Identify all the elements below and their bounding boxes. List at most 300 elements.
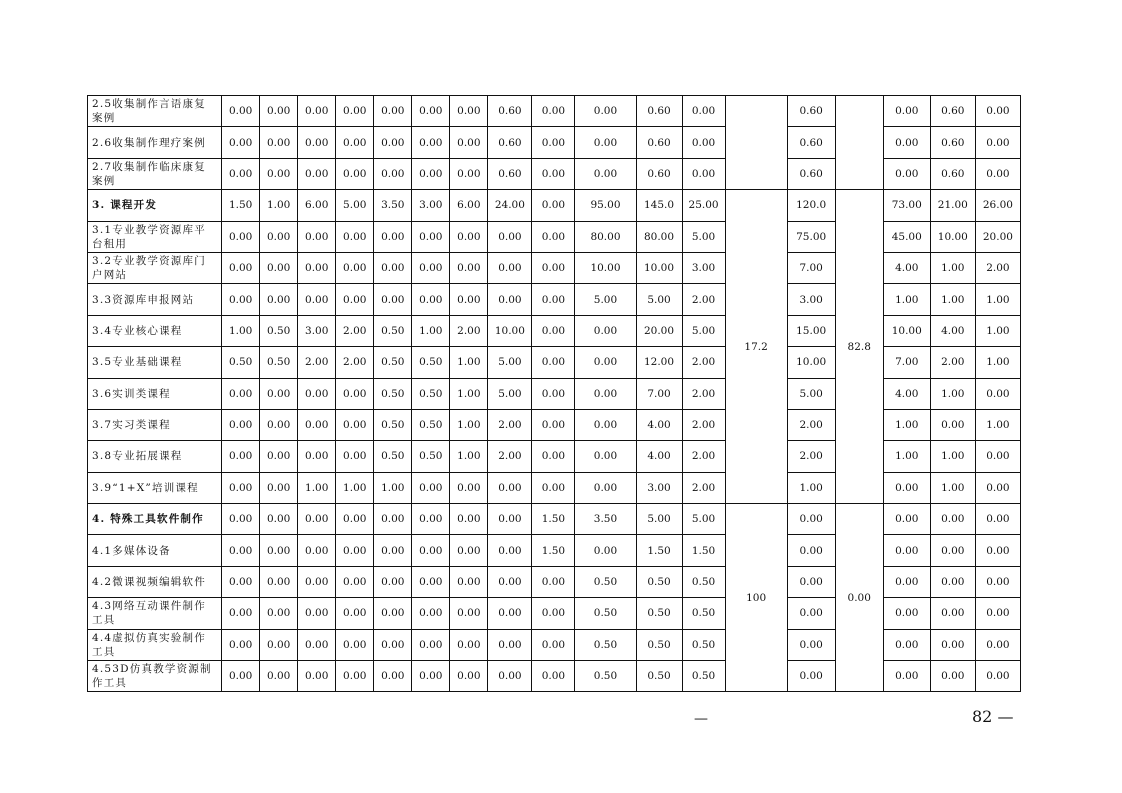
table-cell: 0.00 [336, 441, 374, 472]
page-number: 82 — [972, 707, 1014, 726]
table-cell: 0.00 [883, 472, 930, 503]
table-cell: 0.00 [222, 629, 260, 660]
table-cell: 0.00 [575, 127, 636, 158]
table-cell: 0.00 [260, 221, 298, 252]
table-cell: 0.00 [222, 598, 260, 629]
table-cell: 0.00 [222, 378, 260, 409]
table-cell: 2.00 [488, 409, 532, 440]
row-label: 4.53D仿真教学资源制作工具 [88, 661, 222, 692]
table-cell: 0.00 [298, 409, 336, 440]
table-cell: 0.00 [222, 535, 260, 566]
table-cell: 0.00 [298, 221, 336, 252]
table-cell: 1.00 [412, 315, 450, 346]
table-cell: 0.00 [975, 472, 1020, 503]
table-cell: 3.00 [412, 190, 450, 221]
table-cell: 0.00 [450, 535, 488, 566]
table-cell: 0.00 [260, 661, 298, 692]
table-cell: 1.00 [930, 284, 975, 315]
table-cell: 15.00 [787, 315, 835, 346]
table-cell: 0.00 [260, 441, 298, 472]
table-cell: 0.00 [787, 535, 835, 566]
table-cell: 0.00 [222, 284, 260, 315]
table-cell: 0.00 [532, 566, 575, 597]
table-cell: 0.00 [488, 629, 532, 660]
row-label: 3.5专业基础课程 [88, 347, 222, 378]
table-cell: 0.00 [532, 661, 575, 692]
table-cell: 0.50 [575, 598, 636, 629]
table-cell: 0.00 [298, 629, 336, 660]
table-cell: 0.00 [222, 158, 260, 189]
table-cell: 25.00 [682, 190, 725, 221]
table-cell: 0.00 [883, 598, 930, 629]
table-cell: 0.60 [787, 96, 835, 127]
table-cell: 5.00 [682, 315, 725, 346]
table-cell: 0.50 [374, 441, 412, 472]
table-cell: 3.50 [575, 504, 636, 535]
table-cell: 0.00 [260, 378, 298, 409]
table-cell: 0.50 [682, 566, 725, 597]
table-cell: 6.00 [298, 190, 336, 221]
table-cell: 0.50 [260, 315, 298, 346]
table-cell: 0.50 [412, 409, 450, 440]
table-cell: 0.00 [336, 409, 374, 440]
table-cell: 0.00 [298, 127, 336, 158]
table-cell: 3.50 [374, 190, 412, 221]
table-cell: 3.00 [636, 472, 682, 503]
table-cell: 0.00 [336, 284, 374, 315]
table-cell: 2.00 [787, 441, 835, 472]
table-cell: 0.00 [412, 535, 450, 566]
table-cell: 1.00 [450, 378, 488, 409]
row-label: 3.8专业拓展课程 [88, 441, 222, 472]
table-cell: 4.00 [636, 441, 682, 472]
table-cell: 0.00 [450, 629, 488, 660]
table-cell: 0.00 [488, 535, 532, 566]
row-label: 2.6收集制作理疗案例 [88, 127, 222, 158]
table-cell: 1.00 [883, 409, 930, 440]
table-cell: 0.00 [575, 535, 636, 566]
table-cell: 0.00 [374, 252, 412, 283]
table-cell: 1.00 [975, 315, 1020, 346]
group3-share-cell: 17.2 [725, 190, 787, 504]
table-cell: 0.00 [336, 629, 374, 660]
table-cell: 0.00 [532, 409, 575, 440]
table-cell: 5.00 [575, 284, 636, 315]
table-cell: 0.00 [374, 284, 412, 315]
table-cell: 0.00 [374, 661, 412, 692]
table-cell: 0.50 [575, 661, 636, 692]
table-cell: 0.00 [682, 96, 725, 127]
table-cell: 5.00 [787, 378, 835, 409]
table-cell: 0.00 [298, 504, 336, 535]
table-cell: 0.00 [682, 127, 725, 158]
table-cell: 0.00 [336, 598, 374, 629]
table-cell: 0.60 [488, 96, 532, 127]
table-cell: 0.00 [975, 378, 1020, 409]
table-cell: 0.50 [222, 347, 260, 378]
table-cell: 4.00 [883, 252, 930, 283]
table-cell: 0.00 [412, 566, 450, 597]
table-cell: 0.00 [883, 127, 930, 158]
table-cell: 0.00 [975, 598, 1020, 629]
table-cell: 0.00 [260, 472, 298, 503]
table-cell: 5.00 [636, 284, 682, 315]
table-cell: 0.00 [930, 629, 975, 660]
row-label: 2.7收集制作临床康复案例 [88, 158, 222, 189]
table-cell: 0.00 [532, 378, 575, 409]
table-cell: 4.00 [883, 378, 930, 409]
table-cell: 145.0 [636, 190, 682, 221]
table-cell: 0.00 [412, 96, 450, 127]
table-cell: 0.60 [787, 158, 835, 189]
table-cell: 2.00 [682, 472, 725, 503]
table-cell: 2.00 [450, 315, 488, 346]
table-cell: 0.00 [222, 566, 260, 597]
table-cell: 0.00 [975, 96, 1020, 127]
table-cell: 80.00 [575, 221, 636, 252]
table-cell: 73.00 [883, 190, 930, 221]
table-cell: 0.60 [930, 127, 975, 158]
budget-table [87, 95, 1021, 692]
table-cell: 0.00 [336, 158, 374, 189]
table-cell: 21.00 [930, 190, 975, 221]
table-cell: 2.00 [682, 441, 725, 472]
table-cell: 1.00 [930, 378, 975, 409]
table-cell: 1.50 [682, 535, 725, 566]
table-cell: 0.00 [260, 252, 298, 283]
table-cell: 24.00 [488, 190, 532, 221]
table-cell: 95.00 [575, 190, 636, 221]
table-cell: 0.00 [532, 472, 575, 503]
table-cell: 1.00 [883, 284, 930, 315]
table-cell: 0.00 [575, 441, 636, 472]
footer-dash: — [694, 711, 708, 727]
table-cell: 0.00 [222, 472, 260, 503]
table-cell: 0.50 [575, 629, 636, 660]
table-cell: 7.00 [636, 378, 682, 409]
table-cell: 1.50 [532, 504, 575, 535]
table-cell: 0.00 [374, 127, 412, 158]
row-label: 4.1多媒体设备 [88, 535, 222, 566]
table-cell: 0.00 [575, 378, 636, 409]
table-cell: 1.50 [532, 535, 575, 566]
table-cell: 0.50 [412, 347, 450, 378]
table-cell: 0.60 [636, 158, 682, 189]
row-label: 3.9“1+X”培训课程 [88, 472, 222, 503]
table-cell: 80.00 [636, 221, 682, 252]
table-cell: 0.00 [336, 252, 374, 283]
table-cell: 0.50 [412, 441, 450, 472]
table-cell: 0.00 [412, 661, 450, 692]
table-cell: 1.00 [450, 409, 488, 440]
table-cell: 0.00 [374, 504, 412, 535]
table-cell: 0.00 [222, 661, 260, 692]
table-cell: 0.00 [787, 504, 835, 535]
table-cell: 0.00 [260, 158, 298, 189]
table-cell: 0.00 [412, 127, 450, 158]
table-cell: 0.00 [975, 629, 1020, 660]
row-label: 3. 课程开发 [88, 190, 222, 221]
table-cell: 0.50 [412, 378, 450, 409]
table-cell: 0.50 [374, 378, 412, 409]
table-cell: 0.50 [374, 409, 412, 440]
table-cell: 1.00 [298, 472, 336, 503]
table-cell: 0.00 [412, 284, 450, 315]
table-cell: 0.00 [532, 315, 575, 346]
table-cell: 0.00 [975, 441, 1020, 472]
table-cell: 0.00 [787, 598, 835, 629]
merged-blank-cell [835, 96, 883, 190]
table-cell: 0.00 [336, 96, 374, 127]
table-cell: 0.00 [682, 158, 725, 189]
table-cell: 0.50 [636, 661, 682, 692]
table-cell: 0.00 [787, 566, 835, 597]
table-cell: 4.00 [930, 315, 975, 346]
table-cell: 0.00 [222, 252, 260, 283]
table-cell: 0.00 [260, 535, 298, 566]
table-cell: 0.00 [930, 535, 975, 566]
table-cell: 0.00 [488, 472, 532, 503]
table-cell: 0.50 [374, 315, 412, 346]
table-cell: 2.00 [336, 315, 374, 346]
table-cell: 0.00 [336, 221, 374, 252]
table-cell: 0.00 [374, 566, 412, 597]
table-cell: 0.00 [787, 661, 835, 692]
table-cell: 0.00 [412, 221, 450, 252]
table-cell: 0.00 [930, 598, 975, 629]
table-cell: 45.00 [883, 221, 930, 252]
table-cell: 0.00 [532, 221, 575, 252]
table-cell: 0.50 [374, 347, 412, 378]
table-cell: 0.00 [787, 629, 835, 660]
table-cell: 0.00 [450, 127, 488, 158]
row-label: 3.3资源库申报网站 [88, 284, 222, 315]
merged-blank-cell [725, 96, 787, 190]
table-cell: 0.00 [450, 472, 488, 503]
table-cell: 0.50 [636, 629, 682, 660]
table-cell: 0.00 [883, 629, 930, 660]
table-cell: 0.00 [336, 504, 374, 535]
table-cell: 7.00 [883, 347, 930, 378]
table-cell: 6.00 [450, 190, 488, 221]
table-cell: 0.00 [532, 598, 575, 629]
table-cell: 10.00 [575, 252, 636, 283]
table-cell: 2.00 [682, 378, 725, 409]
table-cell: 10.00 [883, 315, 930, 346]
group3-share-cell: 82.8 [835, 190, 883, 504]
table-cell: 20.00 [636, 315, 682, 346]
table-cell: 0.00 [336, 566, 374, 597]
table-cell: 5.00 [682, 221, 725, 252]
table-cell: 10.00 [636, 252, 682, 283]
table-cell: 0.00 [883, 158, 930, 189]
row-label: 2.5收集制作言语康复案例 [88, 96, 222, 127]
table-cell: 3.00 [787, 284, 835, 315]
row-label: 3.1专业教学资源库平台租用 [88, 221, 222, 252]
table-cell: 0.00 [488, 284, 532, 315]
table-cell: 0.00 [298, 284, 336, 315]
table-cell: 0.00 [930, 661, 975, 692]
table-cell: 0.00 [222, 127, 260, 158]
table-cell: 7.00 [787, 252, 835, 283]
table-row [88, 96, 1021, 127]
table-cell: 0.00 [532, 347, 575, 378]
table-cell: 0.00 [260, 504, 298, 535]
table-cell: 0.00 [374, 158, 412, 189]
table-cell: 0.00 [222, 504, 260, 535]
table-cell: 0.60 [930, 96, 975, 127]
table-cell: 0.00 [883, 96, 930, 127]
table-cell: 0.00 [336, 127, 374, 158]
table-cell: 0.00 [883, 661, 930, 692]
table-cell: 0.00 [975, 127, 1020, 158]
row-label: 4.4虚拟仿真实验制作工具 [88, 629, 222, 660]
table-cell: 0.00 [930, 409, 975, 440]
table-cell: 0.60 [930, 158, 975, 189]
table-cell: 0.00 [975, 158, 1020, 189]
table-cell: 0.60 [787, 127, 835, 158]
table-cell: 4.00 [636, 409, 682, 440]
table-cell: 0.00 [532, 441, 575, 472]
table-cell: 0.00 [374, 598, 412, 629]
table-cell: 0.00 [975, 661, 1020, 692]
table-cell: 1.00 [787, 472, 835, 503]
table-cell: 0.50 [636, 566, 682, 597]
table-cell: 2.00 [682, 347, 725, 378]
table-cell: 0.00 [575, 96, 636, 127]
table-cell: 5.00 [488, 347, 532, 378]
table-cell: 3.00 [298, 315, 336, 346]
group4-share-cell: 0.00 [835, 504, 883, 692]
table-cell: 1.00 [930, 441, 975, 472]
table-cell: 0.50 [682, 661, 725, 692]
table-cell: 0.00 [298, 441, 336, 472]
table-cell: 1.00 [975, 409, 1020, 440]
table-cell: 0.00 [336, 378, 374, 409]
table-cell: 0.60 [636, 127, 682, 158]
table-cell: 12.00 [636, 347, 682, 378]
table-cell: 1.00 [975, 284, 1020, 315]
table-cell: 10.00 [488, 315, 532, 346]
table-cell: 5.00 [488, 378, 532, 409]
section-row [88, 504, 1021, 535]
table-cell: 5.00 [336, 190, 374, 221]
table-cell: 0.00 [260, 96, 298, 127]
table-cell: 2.00 [682, 284, 725, 315]
table-cell: 0.00 [222, 441, 260, 472]
table-cell: 5.00 [682, 504, 725, 535]
table-cell: 5.00 [636, 504, 682, 535]
table-cell: 0.00 [450, 158, 488, 189]
table-cell: 0.00 [374, 535, 412, 566]
table-cell: 0.00 [450, 504, 488, 535]
table-cell: 0.00 [374, 96, 412, 127]
table-cell: 0.00 [412, 598, 450, 629]
table-cell: 0.00 [532, 252, 575, 283]
table-cell: 10.00 [930, 221, 975, 252]
table-cell: 2.00 [336, 347, 374, 378]
table-cell: 0.00 [298, 378, 336, 409]
row-label: 3.6实训类课程 [88, 378, 222, 409]
table-cell: 0.00 [222, 96, 260, 127]
section-row [88, 190, 1021, 221]
table-cell: 0.00 [374, 221, 412, 252]
table-cell: 0.50 [682, 629, 725, 660]
table-cell: 0.50 [260, 347, 298, 378]
table-cell: 0.00 [488, 504, 532, 535]
table-cell: 2.00 [975, 252, 1020, 283]
table-cell: 0.00 [532, 190, 575, 221]
table-cell: 0.00 [260, 127, 298, 158]
table-cell: 0.00 [975, 504, 1020, 535]
table-cell: 2.00 [682, 409, 725, 440]
table-cell: 0.50 [682, 598, 725, 629]
table-cell: 0.00 [488, 252, 532, 283]
table-cell: 1.00 [930, 472, 975, 503]
table-cell: 0.00 [260, 629, 298, 660]
table-cell: 1.50 [222, 190, 260, 221]
table-cell: 0.00 [488, 221, 532, 252]
table-cell: 0.00 [222, 221, 260, 252]
table-cell: 0.50 [575, 566, 636, 597]
table-cell: 0.00 [488, 566, 532, 597]
table-cell: 0.00 [930, 566, 975, 597]
table-cell: 0.00 [532, 284, 575, 315]
table-cell: 1.00 [883, 441, 930, 472]
table-cell: 0.00 [488, 661, 532, 692]
row-label: 4.2微课视频编辑软件 [88, 566, 222, 597]
table-cell: 1.00 [930, 252, 975, 283]
table-cell: 0.00 [222, 409, 260, 440]
table-cell: 2.00 [488, 441, 532, 472]
table-cell: 120.0 [787, 190, 835, 221]
table-cell: 1.00 [450, 347, 488, 378]
table-cell: 0.00 [298, 535, 336, 566]
table-cell: 0.00 [298, 252, 336, 283]
table-cell: 1.00 [222, 315, 260, 346]
table-cell: 10.00 [787, 347, 835, 378]
table-cell: 0.00 [975, 566, 1020, 597]
table-cell: 0.00 [450, 566, 488, 597]
table-cell: 0.00 [412, 158, 450, 189]
table-cell: 0.00 [260, 409, 298, 440]
table-cell: 0.00 [260, 566, 298, 597]
table-cell: 0.00 [575, 315, 636, 346]
table-cell: 2.00 [298, 347, 336, 378]
table-cell: 0.00 [450, 221, 488, 252]
table-cell: 0.00 [260, 284, 298, 315]
table-cell: 26.00 [975, 190, 1020, 221]
table-cell: 0.00 [883, 504, 930, 535]
table-cell: 0.00 [450, 598, 488, 629]
table-cell: 0.00 [883, 535, 930, 566]
table-cell: 0.00 [336, 535, 374, 566]
table-cell: 0.00 [298, 661, 336, 692]
table-cell: 0.00 [298, 598, 336, 629]
table-cell: 0.00 [532, 158, 575, 189]
table-cell: 0.00 [298, 566, 336, 597]
table-cell: 0.00 [575, 409, 636, 440]
table-cell: 0.00 [298, 96, 336, 127]
table-cell: 0.00 [412, 252, 450, 283]
table-cell: 0.00 [298, 158, 336, 189]
table-cell: 2.00 [787, 409, 835, 440]
table-cell: 0.00 [575, 158, 636, 189]
group4-share-cell: 100 [725, 504, 787, 692]
table-cell: 1.00 [260, 190, 298, 221]
table-cell: 3.00 [682, 252, 725, 283]
table-cell: 0.60 [488, 158, 532, 189]
